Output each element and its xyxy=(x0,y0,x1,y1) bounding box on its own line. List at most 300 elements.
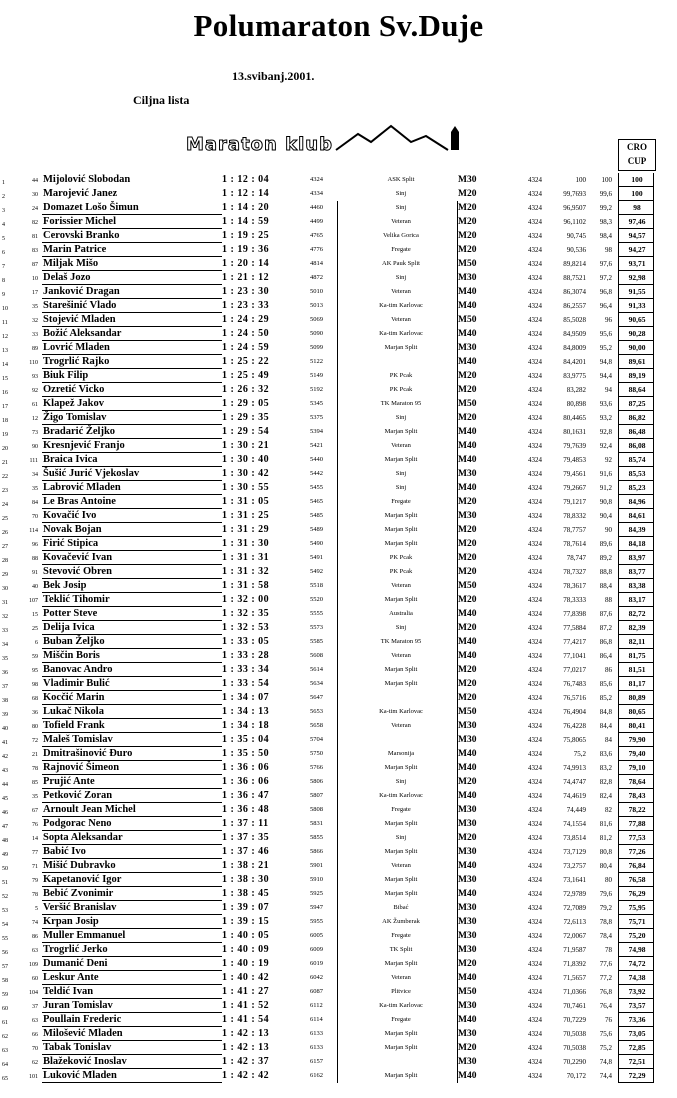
points-box xyxy=(618,453,654,467)
bib-number: 25 xyxy=(32,626,38,632)
name-underline xyxy=(42,761,222,775)
points-box xyxy=(618,1027,654,1041)
reference-license: 4324 xyxy=(528,176,542,184)
position-number: 48 xyxy=(2,838,8,844)
column-divider xyxy=(457,313,458,327)
column-divider xyxy=(337,803,338,817)
position-number: 56 xyxy=(2,950,8,956)
license-number: 6157 xyxy=(310,1058,323,1065)
cro-cup-points: 72,85 xyxy=(628,1043,646,1052)
runner-name: Poullain Frederic xyxy=(43,1014,122,1025)
table-row xyxy=(0,355,677,369)
percent-value: 87,6 xyxy=(599,610,612,618)
cro-cup-points: 84,96 xyxy=(628,497,646,506)
license-number: 5866 xyxy=(310,848,323,855)
reference-license: 4324 xyxy=(528,1016,542,1024)
finish-time: 1 : 42 : 37 xyxy=(222,1056,270,1067)
cro-cup-points: 78,43 xyxy=(628,791,646,800)
cro-cup-points: 80,89 xyxy=(628,693,646,702)
bib-number: 68 xyxy=(32,696,38,702)
percent-value: 98 xyxy=(605,246,612,254)
license-number: 5485 xyxy=(310,512,323,519)
score-value: 78,7614 xyxy=(563,540,586,548)
percent-value: 90,8 xyxy=(599,498,612,506)
reference-license: 4324 xyxy=(528,1044,542,1052)
points-box xyxy=(618,593,654,607)
license-number: 4324 xyxy=(310,176,323,183)
column-divider xyxy=(457,733,458,747)
bib-number: 78 xyxy=(32,892,38,898)
table-row xyxy=(0,271,677,285)
cro-cup-points: 84,39 xyxy=(628,525,646,534)
column-divider xyxy=(457,1027,458,1041)
reference-license: 4324 xyxy=(528,470,542,478)
reference-license: 4324 xyxy=(528,316,542,324)
column-divider xyxy=(457,1041,458,1055)
percent-value: 90 xyxy=(605,526,612,534)
reference-license: 4324 xyxy=(528,568,542,576)
club-name: Sinj xyxy=(395,190,407,197)
name-underline xyxy=(42,1069,222,1083)
runner-name: Blažeković Inoslav xyxy=(43,1056,127,1067)
finish-time: 1 : 40 : 05 xyxy=(222,930,270,941)
column-divider xyxy=(337,691,338,705)
column-divider xyxy=(337,943,338,957)
club-name: Marjan Split xyxy=(384,680,418,687)
reference-license: 4324 xyxy=(528,302,542,310)
percent-value: 84,8 xyxy=(599,708,612,716)
name-underline xyxy=(42,383,222,397)
points-box xyxy=(618,929,654,943)
score-value: 70,5038 xyxy=(563,1030,586,1038)
club-name: Veteran xyxy=(391,582,411,589)
cro-cup-points: 85,23 xyxy=(628,483,646,492)
cro-cup-points: 73,36 xyxy=(628,1015,646,1024)
reference-license: 4324 xyxy=(528,848,542,856)
table-row xyxy=(0,817,677,831)
column-divider xyxy=(457,747,458,761)
score-value: 80,1631 xyxy=(563,428,586,436)
runner-name: Teldić Ivan xyxy=(43,986,94,997)
cro-cup-points: 77,26 xyxy=(628,847,646,856)
name-underline xyxy=(42,649,222,663)
cro-cup-points: 76,84 xyxy=(628,861,646,870)
runner-name: Petković Zoran xyxy=(43,790,113,801)
club-name: Marjan Split xyxy=(384,764,418,771)
finish-time: 1 : 37 : 35 xyxy=(222,832,270,843)
cro-cup-points: 87,25 xyxy=(628,399,646,408)
percent-value: 88,4 xyxy=(599,582,612,590)
runner-name: Stevović Obren xyxy=(43,566,112,577)
column-divider xyxy=(457,1013,458,1027)
club-name: Sinj xyxy=(395,204,407,211)
column-divider xyxy=(337,1013,338,1027)
bib-number: 40 xyxy=(32,584,38,590)
club-name: TK Maraton 95 xyxy=(380,638,422,645)
position-number: 53 xyxy=(2,908,8,914)
score-value: 71,8392 xyxy=(563,960,586,968)
name-underline xyxy=(42,607,222,621)
runner-name: Firić Stipica xyxy=(43,538,99,549)
license-number: 5614 xyxy=(310,666,323,673)
points-box xyxy=(618,1069,654,1083)
runner-name: Le Bras Antoine xyxy=(43,496,116,507)
score-value: 78,7757 xyxy=(563,526,586,534)
age-category: M30 xyxy=(458,469,477,479)
club-name: PK Pcak xyxy=(389,372,413,379)
position-number: 62 xyxy=(2,1034,8,1040)
reference-license: 4324 xyxy=(528,190,542,198)
cro-cup-points: 81,17 xyxy=(628,679,646,688)
column-divider xyxy=(337,719,338,733)
table-row xyxy=(0,453,677,467)
bib-number: 104 xyxy=(29,990,38,996)
age-category: M40 xyxy=(458,749,477,759)
finish-time: 1 : 33 : 28 xyxy=(222,650,270,661)
cro-cup-points: 80,41 xyxy=(628,721,646,730)
bib-number: 89 xyxy=(32,346,38,352)
cro-cup-points: 72,51 xyxy=(628,1057,646,1066)
reference-license: 4324 xyxy=(528,526,542,534)
cro-cup-points: 85,74 xyxy=(628,455,646,464)
percent-value: 98,3 xyxy=(599,218,612,226)
club-name: Marjan Split xyxy=(384,344,418,351)
position-number: 49 xyxy=(2,852,8,858)
column-divider xyxy=(337,859,338,873)
name-underline xyxy=(42,1027,222,1041)
club-name: Marjan Split xyxy=(384,876,418,883)
runner-name: Domazet Lošo Šimun xyxy=(43,202,139,213)
score-value: 72,0067 xyxy=(563,932,586,940)
points-box xyxy=(618,705,654,719)
cro-cup-points: 75,95 xyxy=(628,903,646,912)
reference-license: 4324 xyxy=(528,218,542,226)
club-name: Ka-tim Karlovac xyxy=(379,330,423,337)
table-row xyxy=(0,929,677,943)
runner-name: Kapetanović Igor xyxy=(43,874,122,885)
bib-number: 93 xyxy=(32,374,38,380)
bib-number: 36 xyxy=(32,710,38,716)
name-underline xyxy=(42,243,222,257)
bib-number: 24 xyxy=(32,206,38,212)
age-category: M30 xyxy=(458,721,477,731)
score-value: 70,5038 xyxy=(563,1044,586,1052)
table-row xyxy=(0,243,677,257)
cro-cup-points: 82,72 xyxy=(628,609,646,618)
reference-license: 4324 xyxy=(528,680,542,688)
points-box xyxy=(618,747,654,761)
table-row xyxy=(0,257,677,271)
license-number: 5492 xyxy=(310,568,323,575)
table-row xyxy=(0,593,677,607)
finish-time: 1 : 40 : 42 xyxy=(222,972,270,983)
reference-license: 4324 xyxy=(528,638,542,646)
bib-number: 95 xyxy=(32,668,38,674)
percent-value: 92,4 xyxy=(599,442,612,450)
name-underline xyxy=(42,859,222,873)
bib-number: 37 xyxy=(32,1004,38,1010)
reference-license: 4324 xyxy=(528,806,542,814)
club-name: Marsonija xyxy=(387,750,415,757)
score-value: 77,0217 xyxy=(563,666,586,674)
name-underline xyxy=(42,1055,222,1069)
race-date: 13.svibanj.2001. xyxy=(232,69,315,83)
bib-number: 12 xyxy=(32,416,38,422)
runner-name: Janković Dragan xyxy=(43,286,120,297)
age-category: M50 xyxy=(458,259,477,269)
finish-time: 1 : 14 : 20 xyxy=(222,202,270,213)
reference-license: 4324 xyxy=(528,512,542,520)
score-value: 72,6113 xyxy=(563,918,586,926)
table-row xyxy=(0,803,677,817)
column-divider xyxy=(457,243,458,257)
finish-time: 1 : 24 : 50 xyxy=(222,328,270,339)
runner-name: Dmitrašinović Đuro xyxy=(43,748,133,759)
column-divider xyxy=(337,887,338,901)
position-number: 41 xyxy=(2,740,8,746)
cro-cup-points: 92,98 xyxy=(628,273,646,282)
column-divider xyxy=(337,425,338,439)
points-box xyxy=(618,607,654,621)
column-divider xyxy=(457,579,458,593)
percent-value: 82,8 xyxy=(599,778,612,786)
position-number: 3 xyxy=(2,208,5,214)
finish-time: 1 : 33 : 05 xyxy=(222,636,270,647)
age-category: M20 xyxy=(458,245,477,255)
license-number: 5099 xyxy=(310,344,323,351)
age-category: M20 xyxy=(458,539,477,549)
name-underline xyxy=(42,215,222,229)
runner-name: Trogrlić Rajko xyxy=(43,356,110,367)
position-number: 7 xyxy=(2,264,5,270)
percent-value: 74,4 xyxy=(599,1072,612,1080)
column-divider xyxy=(457,425,458,439)
column-divider xyxy=(457,775,458,789)
percent-value: 98,4 xyxy=(599,232,612,240)
runner-name: Banovac Andro xyxy=(43,664,113,675)
bib-number: 114 xyxy=(29,528,38,534)
license-number: 5658 xyxy=(310,722,323,729)
position-number: 14 xyxy=(2,362,8,368)
license-number: 6042 xyxy=(310,974,323,981)
bib-number: 80 xyxy=(32,724,38,730)
cro-cup-points: 91,55 xyxy=(628,287,646,296)
runner-name: Vladimir Bulić xyxy=(43,678,110,689)
bib-number: 101 xyxy=(29,1074,38,1080)
table-row xyxy=(0,1027,677,1041)
column-divider xyxy=(337,453,338,467)
runner-name: Miljak Mišo xyxy=(43,258,99,269)
position-number: 31 xyxy=(2,600,8,606)
runner-name: Labrović Mladen xyxy=(43,482,121,493)
score-value: 79,7639 xyxy=(563,442,586,450)
cro-cup-points: 81,51 xyxy=(628,665,646,674)
column-divider xyxy=(457,761,458,775)
runner-name: Mišić Dubravko xyxy=(43,860,116,871)
column-divider xyxy=(337,271,338,285)
name-underline xyxy=(42,915,222,929)
table-row xyxy=(0,439,677,453)
license-number: 5647 xyxy=(310,694,323,701)
score-value: 86,3074 xyxy=(563,288,586,296)
finish-time: 1 : 36 : 47 xyxy=(222,790,270,801)
finish-time: 1 : 23 : 30 xyxy=(222,286,270,297)
cro-cup-points: 82,11 xyxy=(628,637,646,646)
column-divider xyxy=(457,985,458,999)
finish-time: 1 : 35 : 50 xyxy=(222,748,270,759)
cro-cup-points: 94,57 xyxy=(628,231,646,240)
club-name: Fregate xyxy=(391,932,411,939)
percent-value: 79,2 xyxy=(599,904,612,912)
score-value: 99,7693 xyxy=(563,190,586,198)
club-name: Veteran xyxy=(391,722,411,729)
position-number: 9 xyxy=(2,292,5,298)
reference-license: 4324 xyxy=(528,498,542,506)
finish-time: 1 : 25 : 22 xyxy=(222,356,270,367)
reference-license: 4324 xyxy=(528,946,542,954)
license-number: 5421 xyxy=(310,442,323,449)
club-name: Marjan Split xyxy=(384,666,418,673)
points-box xyxy=(618,257,654,271)
reference-license: 4324 xyxy=(528,722,542,730)
club-name: Ka-tim Karlovac xyxy=(379,708,423,715)
bib-number: 44 xyxy=(32,178,38,184)
license-number: 5901 xyxy=(310,862,323,869)
table-row xyxy=(0,761,677,775)
name-underline xyxy=(42,201,222,215)
score-value: 71,5657 xyxy=(563,974,586,982)
percent-value: 83,2 xyxy=(599,764,612,772)
percent-value: 89,2 xyxy=(599,554,612,562)
finish-time: 1 : 30 : 42 xyxy=(222,468,270,479)
column-divider xyxy=(337,243,338,257)
finish-time: 1 : 42 : 42 xyxy=(222,1070,270,1081)
cro-cup-points: 85,53 xyxy=(628,469,646,478)
club-name: Fregate xyxy=(391,498,411,505)
position-number: 17 xyxy=(2,404,8,410)
name-underline xyxy=(42,299,222,313)
license-number: 5766 xyxy=(310,764,323,771)
percent-value: 86,4 xyxy=(599,652,612,660)
club-name: TK Split xyxy=(389,946,413,953)
bib-number: 74 xyxy=(32,920,38,926)
reference-license: 4324 xyxy=(528,386,542,394)
score-value: 80,4465 xyxy=(563,414,586,422)
position-number: 24 xyxy=(2,502,8,508)
runner-name: Božić Aleksandar xyxy=(43,328,122,339)
column-divider xyxy=(457,495,458,509)
age-category: M40 xyxy=(458,1015,477,1025)
name-underline xyxy=(42,845,222,859)
name-underline xyxy=(42,691,222,705)
bib-number: 111 xyxy=(29,458,38,464)
bib-number: 70 xyxy=(32,1046,38,1052)
bib-number: 81 xyxy=(32,234,38,240)
cro-cup-points: 88,64 xyxy=(628,385,646,394)
score-value: 78,747 xyxy=(566,554,586,562)
bib-number: 91 xyxy=(32,570,38,576)
position-number: 60 xyxy=(2,1006,8,1012)
age-category: M30 xyxy=(458,175,477,185)
column-divider xyxy=(337,215,338,229)
cro-cup-points: 91,33 xyxy=(628,301,646,310)
reference-license: 4324 xyxy=(528,778,542,786)
position-number: 28 xyxy=(2,558,8,564)
runner-name: Babić Ivo xyxy=(43,846,86,857)
finish-time: 1 : 36 : 06 xyxy=(222,762,270,773)
position-number: 15 xyxy=(2,376,8,382)
name-underline xyxy=(42,719,222,733)
age-category: M50 xyxy=(458,581,477,591)
finish-time: 1 : 20 : 14 xyxy=(222,258,270,269)
table-row xyxy=(0,845,677,859)
position-number: 38 xyxy=(2,698,8,704)
club-name: Sinj xyxy=(395,484,407,491)
runner-name: Braica Ivica xyxy=(43,454,98,465)
score-value: 77,8398 xyxy=(563,610,586,618)
percent-value: 94,4 xyxy=(599,372,612,380)
club-name: Ka-tim Karlovac xyxy=(379,302,423,309)
table-row xyxy=(0,831,677,845)
age-category: M40 xyxy=(458,357,477,367)
age-category: M20 xyxy=(458,595,477,605)
age-category: M20 xyxy=(458,777,477,787)
license-number: 5608 xyxy=(310,652,323,659)
column-divider xyxy=(457,201,458,215)
age-category: M20 xyxy=(458,217,477,227)
column-divider xyxy=(337,383,338,397)
table-row xyxy=(0,957,677,971)
name-underline xyxy=(42,551,222,565)
age-category: M20 xyxy=(458,623,477,633)
percent-value: 95,2 xyxy=(599,344,612,352)
table-row xyxy=(0,733,677,747)
points-box xyxy=(618,187,654,201)
reference-license: 4324 xyxy=(528,904,542,912)
score-value: 84,8009 xyxy=(563,344,586,352)
name-underline xyxy=(42,313,222,327)
percent-value: 86 xyxy=(605,666,612,674)
position-number: 45 xyxy=(2,796,8,802)
percent-value: 99,6 xyxy=(599,190,612,198)
finish-time: 1 : 23 : 33 xyxy=(222,300,270,311)
age-category: M20 xyxy=(458,959,477,969)
score-value: 71,9587 xyxy=(563,946,586,954)
percent-value: 76 xyxy=(605,1016,612,1024)
percent-value: 88 xyxy=(605,596,612,604)
position-number: 37 xyxy=(2,684,8,690)
age-category: M40 xyxy=(458,301,477,311)
finish-time: 1 : 31 : 30 xyxy=(222,538,270,549)
runner-name: Kresnjević Franjo xyxy=(43,440,125,451)
license-number: 5831 xyxy=(310,820,323,827)
runner-name: Kocčić Marin xyxy=(43,692,105,703)
score-value: 77,4217 xyxy=(563,638,586,646)
cro-cup-points: 76,58 xyxy=(628,875,646,884)
position-number: 2 xyxy=(2,194,5,200)
reference-license: 4324 xyxy=(528,820,542,828)
points-box xyxy=(618,1055,654,1069)
finish-time: 1 : 19 : 36 xyxy=(222,244,270,255)
finish-time: 1 : 36 : 06 xyxy=(222,776,270,787)
percent-value: 96 xyxy=(605,316,612,324)
column-divider xyxy=(457,271,458,285)
age-category: M40 xyxy=(458,889,477,899)
column-divider xyxy=(457,299,458,313)
name-underline xyxy=(42,229,222,243)
age-category: M20 xyxy=(458,679,477,689)
age-category: M20 xyxy=(458,371,477,381)
